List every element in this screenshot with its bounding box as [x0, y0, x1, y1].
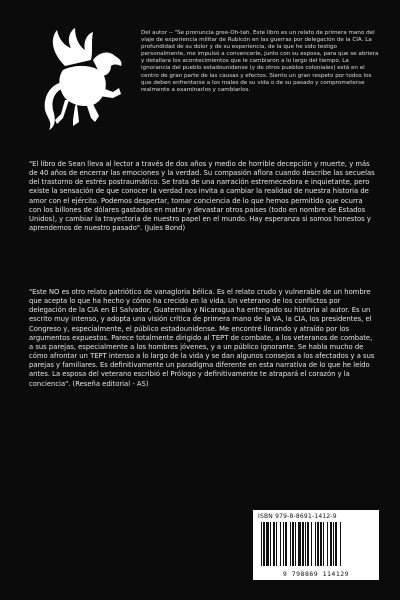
barcode-bar — [283, 522, 284, 566]
barcode-bar — [333, 522, 334, 566]
barcode-bar — [335, 522, 337, 566]
barcode-bar — [311, 522, 312, 566]
barcode-bar — [320, 522, 322, 566]
barcode-bar — [290, 522, 291, 566]
barcode-bar — [340, 522, 341, 566]
barcode-bar — [302, 522, 304, 566]
review-quote-jules-bond: "El libro de Sean lleva al lector a través de dos años y medio de horrible decepción y muerte, y más de 40 años de encerrar las emociones y la verdad. Su compasión aflora cuando describe las secuelas del trastorno de estrés postraumático. Se trata de una narración estremecedora e inquietante, pero existe la sensación de que conocer la verdad nos invita a cambiar la realidad de nuestra historia de amor con el ejército. Podemos despertar, tomar conciencia de lo que hemos permitido que ocurra con los billones de dólares gastados en matar y devastar otros países (todo en nombre de Estados Unidos), y cambiar la trayectoria de nuestro papel en el mundo. Hay esperanza si somos honestos y aprendemos de nuestro pasado". (Jules Bond) — [29, 160, 375, 233]
barcode-bar — [276, 522, 277, 566]
barcode-bar — [307, 522, 309, 566]
editorial-review-quote: "Este NO es otro relato patriótico de vanagloria bélica. Es el relato crudo y vulnerable de un hombre que acepta lo que ha hecho y cómo ha crecido en la vida. Un veterano de los conflictos por delegación de la CIA en El Salvador, Guatemala y Nicaragua ha entregado su historia al autor. Es un escrito muy intenso, y adopta una visión crítica de primera mano de la VA, la CIA, los presidentes, el Congreso y, especialmente, el público estadounidense. Me encontré llorando y atraído por los argumentos expuestos. Parece totalmente dirigido al TEPT de combate, a los veteranos de combate, a sus parejas, especialmente a los hombres jóvenes, y a un público ignorante. Se habla mucho de cómo afrontar un TEPT intenso a lo largo de la vida y se dan algunos consejos a los afectados y a sus parejas y familiares. Es definitivamente un paradigma diferente en esta narrativa de lo que he leído antes. La esposa del veterano escribió el Prólogo y definitivamente te atrapará el corazón y la conciencia". (Reseña editorial - AS) — [29, 288, 375, 388]
barcode-bar — [273, 522, 275, 566]
author-bio: Del autor -- "Se pronuncia gree-Oh-tah. Este libro es un relato de primera mano del viaje de experiencia militar de Rubicón en las guerras por delegación de la CIA. La profundidad de su dolor y de su experiencia, de la que he sido testigo personalmente, me impulsó a convencerle, junto con su esposa, para que se abriera y detallara los acontecimientos que le cambiaron a lo largo del tiempo. La ignorancia del pueblo estadounidense (y de otros pueblos coloniales) está en el centro de gran parte de las causas y efectos. Siento un gran respeto por todos los que deben enfrentarse a los males de su vida o de su pasado y comprometerse realmente a examinarlos y cambiarlos. — [141, 30, 379, 93]
barcode-bar — [295, 522, 296, 566]
barcode-bar — [285, 522, 287, 566]
barcode-bar — [280, 522, 281, 566]
barcode-bar — [327, 522, 328, 566]
barcode-digits: 9 798869 114129 — [282, 570, 350, 578]
barcode-bar — [263, 522, 265, 566]
griffin-icon — [35, 26, 129, 136]
barcode-bar — [330, 522, 332, 566]
isbn-barcode — [253, 510, 379, 580]
barcode-bar — [323, 522, 324, 566]
isbn-label: ISBN 979-8-8691-1412-9 — [258, 513, 337, 520]
barcode-bar — [270, 522, 271, 566]
griffin-emblem — [35, 26, 129, 136]
barcode-bar — [315, 522, 316, 566]
barcode-bar — [292, 522, 294, 566]
barcode-bar — [305, 522, 306, 566]
barcode-bars — [261, 522, 371, 566]
barcode-bar — [266, 522, 269, 566]
barcode-bar — [261, 522, 262, 566]
barcode-bar — [298, 522, 301, 566]
barcode-bar — [317, 522, 319, 566]
